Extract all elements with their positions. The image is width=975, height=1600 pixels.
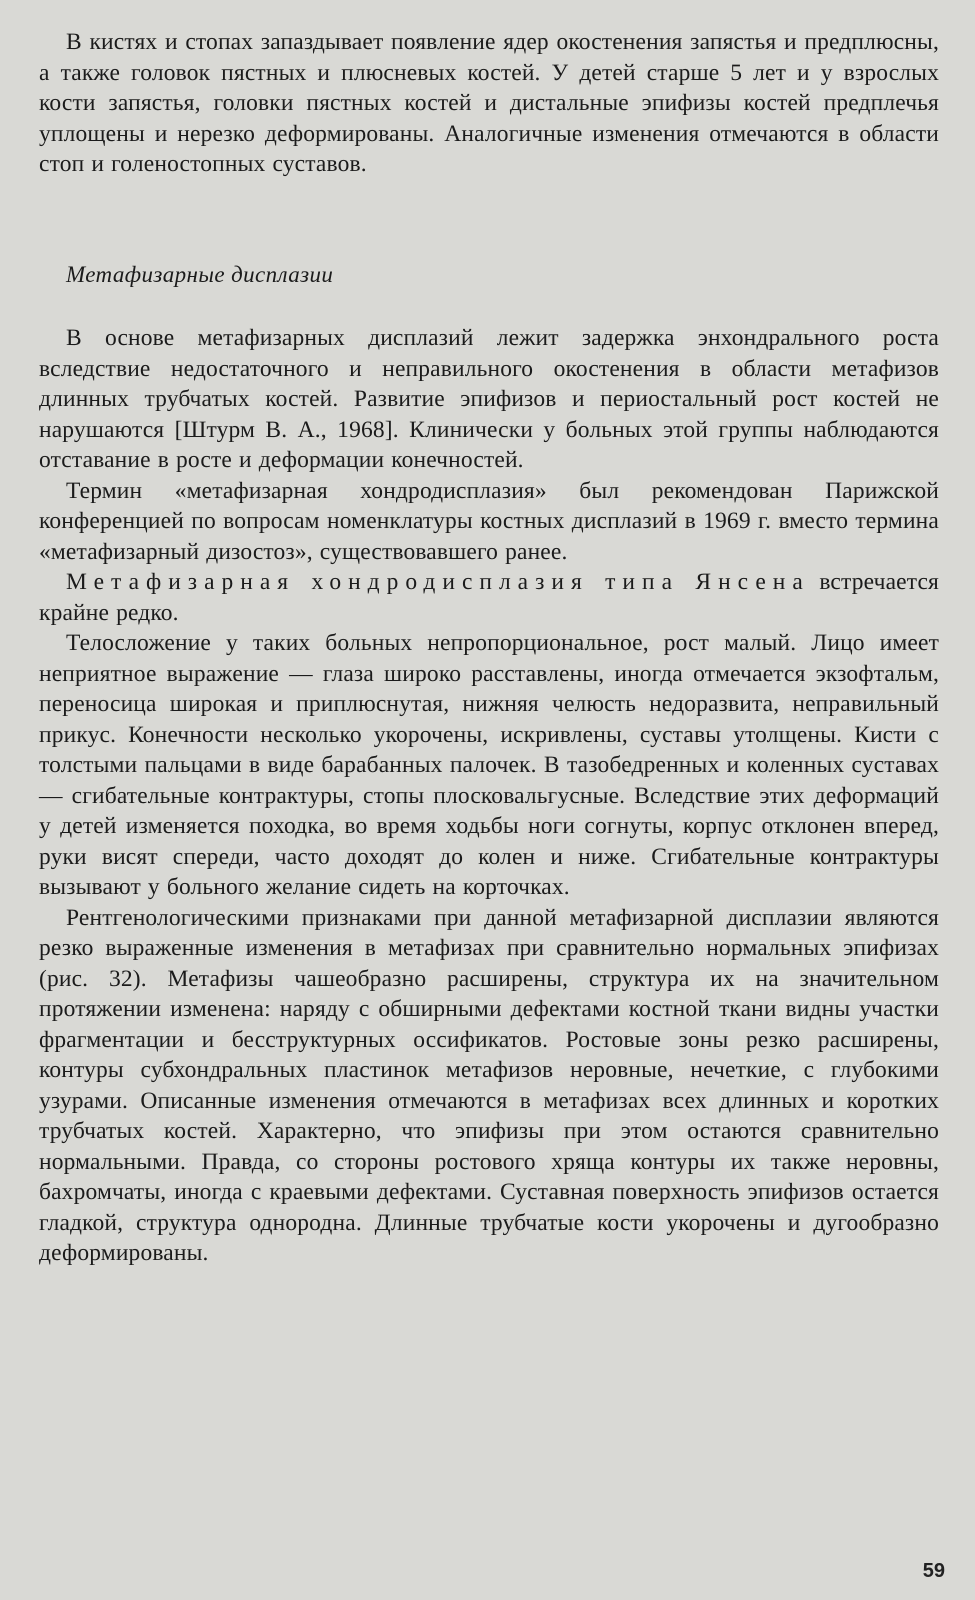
paragraph-clinical: Телосложение у таких больных непропорциональное, рост малый. Лицо имеет неприятное выражение — глаза широко расставлены, иногда отмечается экзофтальм, переносица широкая и приплюснутая, нижняя челюсть недоразвита, неправильный прикус. Конечности несколько укорочены, искривлены, суставы утолщены. Кисти с толстыми пальцами в виде барабанных палочек. В тазобедренных и коленных суставах — сгибательные контрактуры, стопы плосковальгусные. Вследствие этих деформаций у детей изменяется походка, во время ходьбы ноги согнуты, корпус отклонен вперед, руки висят спереди, часто доходят до колен и ниже. Сгибательные контрактуры вызывают у больного желание сидеть на корточках. <box>39 630 939 900</box>
jansen-spaced-term: Метафизарная хондродисплазия типа Янсена <box>66 569 810 595</box>
section-heading: Метафизарные дисплазии <box>66 262 334 287</box>
intro-text-block <box>39 27 939 180</box>
paragraph-term: Термин «метафизарная хондродисплазия» был рекомендован Парижской конференцией по вопросам номенклатуры костных дисплазий в 1969 г. вместо термина «метафизарный дизостоз», существовавшего ранее. <box>39 477 939 565</box>
jansen-rest: встречается крайне редко. <box>39 569 939 626</box>
page-number: 59 <box>922 1560 945 1582</box>
paragraph-radiology: Рентгенологическими признаками при данной метафизарной дисплазии являются резко выраженные изменения в метафизах при сравнительно нормальных эпифизах (рис. 32). Метафизы чашеобразно расширены, структура их на значительном протяжении изменена: наряду с обширными дефектами костной ткани видны участки фрагментации и бесструктурных оссификатов. Ростовые зоны резко расширены, контуры субхондральных пластинок метафизов неровные, нечеткие, с глубокими узурами. Описанные изменения отмечаются в метафизах всех длинных и коротких трубчатых костей. Характерно, что эпифизы при этом остаются сравнительно нормальными. Правда, со стороны ростового хряща контуры их также неровны, бахромчаты, иногда с краевыми дефектами. Суставная поверхность эпифизов остается гладкой, структура однородна. Длинные трубчатые кости укорочены и дугообразно деформированы. <box>39 904 939 1266</box>
main-text-block <box>39 323 939 1269</box>
paragraph-basis: В основе метафизарных дисплазий лежит задержка энхондрального роста вследствие недостаточного и неправильного окостенения в области метафизов длинных трубчатых костей. Развитие эпифизов и периостальный рост костей не нарушаются [Штурм В. А., 1968]. Клинически у больных этой группы наблюдаются отставание в росте и деформации конечностей. <box>39 325 939 473</box>
paragraph-jansen <box>39 567 939 628</box>
intro-paragraph: В кистях и стопах запаздывает появление ядер окостенения запястья и предплюсны, а также головок пястных и плюсневых костей. У детей старше 5 лет и у взрослых кости запястья, головки пястных костей и дистальные эпифизы костей предплечья уплощены и нерезко деформированы. Аналогичные изменения отмечаются в области стоп и голеностопных суставов. <box>39 29 939 177</box>
